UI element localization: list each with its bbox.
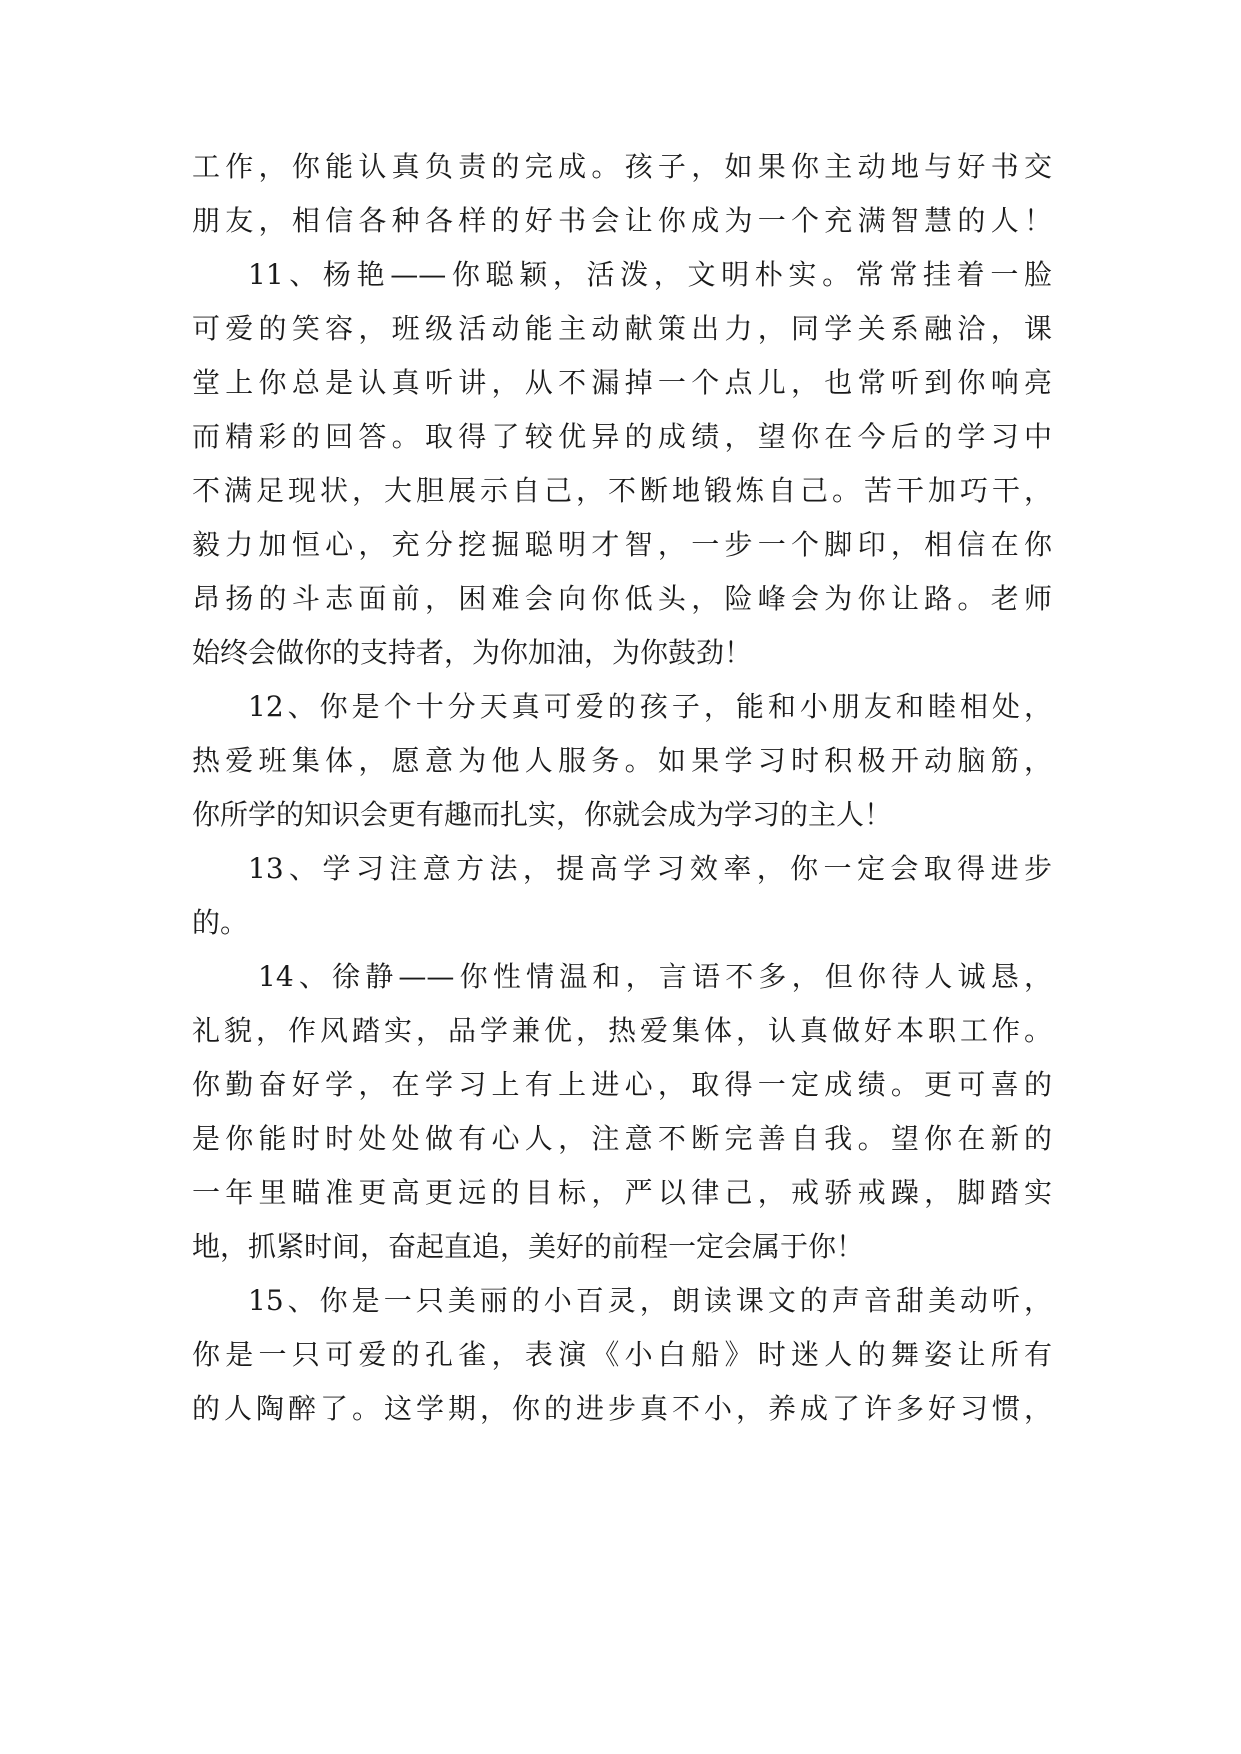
text-line: 的。 bbox=[192, 906, 249, 939]
text-line: 你所学的知识会更有趣而扎实，你就会成为学习的主人！ bbox=[192, 798, 893, 831]
text-line: 不满足现状，大胆展示自己，不断地锻炼自己。苦干加巧干， bbox=[192, 474, 1052, 507]
text-line: 热爱班集体，愿意为他人服务。如果学习时积极开动脑筋， bbox=[192, 744, 1052, 777]
text-line: 毅力加恒心，充分挖掘聪明才智，一步一个脚印，相信在你 bbox=[192, 528, 1052, 561]
text-line: 你勤奋好学，在学习上有上进心，取得一定成绩。更可喜的 bbox=[192, 1068, 1052, 1101]
text-line: 可爱的笑容，班级活动能主动献策出力，同学关系融洽，课 bbox=[192, 312, 1052, 345]
paragraph-start-line: 15、你是一只美丽的小百灵，朗读课文的声音甜美动听， bbox=[248, 1284, 1052, 1317]
text-line: 工作，你能认真负责的完成。孩子，如果你主动地与好书交 bbox=[192, 150, 1052, 183]
paragraph-start-line: 13、学习注意方法，提高学习效率，你一定会取得进步 bbox=[248, 852, 1052, 885]
paragraph-start-line: 14、徐静——你性情温和，言语不多，但你待人诚恳， bbox=[258, 960, 1052, 993]
paragraph-start-line: 12、你是个十分天真可爱的孩子，能和小朋友和睦相处， bbox=[248, 690, 1052, 723]
text-line: 礼貌，作风踏实，品学兼优，热爱集体，认真做好本职工作。 bbox=[192, 1014, 1052, 1047]
text-line: 地，抓紧时间，奋起直追，美好的前程一定会属于你！ bbox=[192, 1230, 865, 1263]
text-line: 堂上你总是认真听讲，从不漏掉一个点儿，也常听到你响亮 bbox=[192, 366, 1052, 399]
text-line: 你是一只可爱的孔雀，表演《小白船》时迷人的舞姿让所有 bbox=[192, 1338, 1052, 1371]
text-line: 是你能时时处处做有心人，注意不断完善自我。望你在新的 bbox=[192, 1122, 1052, 1155]
text-line: 一年里瞄准更高更远的目标，严以律己，戒骄戒躁，脚踏实 bbox=[192, 1176, 1052, 1209]
text-line: 昂扬的斗志面前，困难会向你低头，险峰会为你让路。老师 bbox=[192, 582, 1052, 615]
text-line: 的人陶醉了。这学期，你的进步真不小，养成了许多好习惯， bbox=[192, 1392, 1052, 1425]
paragraph-start-line: 11、杨艳——你聪颖，活泼，文明朴实。常常挂着一脸 bbox=[248, 258, 1052, 291]
text-line: 而精彩的回答。取得了较优异的成绩，望你在今后的学习中 bbox=[192, 420, 1052, 453]
text-line: 朋友，相信各种各样的好书会让你成为一个充满智慧的人！ bbox=[192, 204, 1052, 237]
text-line: 始终会做你的支持者，为你加油，为你鼓劲！ bbox=[192, 636, 753, 669]
